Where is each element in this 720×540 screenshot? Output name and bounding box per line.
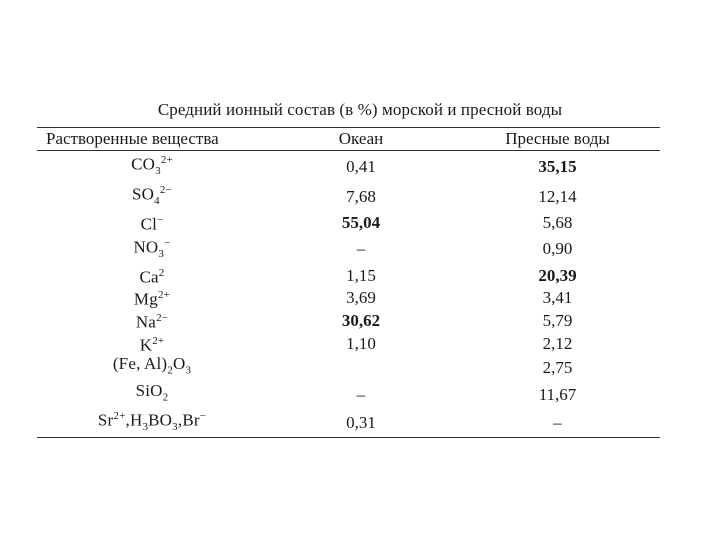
substance-cell bbox=[37, 234, 267, 264]
table-row bbox=[37, 286, 660, 309]
ocean-value: – bbox=[356, 384, 366, 404]
ocean-value bbox=[267, 354, 455, 380]
formula-part: 2− bbox=[156, 312, 169, 325]
fresh-water-value: 12,14 bbox=[538, 186, 577, 206]
ocean-value: 7,68 bbox=[346, 186, 376, 206]
formula-part: 4 bbox=[154, 195, 160, 208]
table-row bbox=[37, 151, 660, 182]
formula-part: 2 bbox=[162, 391, 169, 404]
formula-part: 3 bbox=[142, 421, 149, 434]
substance-cell bbox=[37, 354, 267, 380]
formula-part: 2 bbox=[158, 266, 165, 279]
table-body bbox=[37, 151, 660, 438]
formula-part: 2 bbox=[167, 364, 173, 377]
table-header-row bbox=[37, 128, 660, 151]
formula-part: SiO bbox=[135, 380, 163, 400]
formula-part: Cl bbox=[140, 214, 158, 234]
formula-part: O bbox=[173, 354, 186, 374]
fresh-water-value: – bbox=[553, 412, 562, 432]
formula-part: ,H bbox=[125, 410, 143, 430]
formula-part: − bbox=[164, 236, 171, 249]
fresh-water-value: 0,90 bbox=[542, 239, 573, 259]
fresh-water-value: 5,79 bbox=[542, 310, 573, 330]
table-row bbox=[37, 264, 660, 287]
fresh-water-value: 5,68 bbox=[542, 212, 573, 232]
formula-part: 2− bbox=[159, 184, 172, 197]
header-ocean: Океан bbox=[338, 129, 384, 148]
formula-part: 2+ bbox=[152, 334, 165, 347]
formula-part: (Fe, Al) bbox=[112, 354, 168, 374]
header-fresh-water: Пресные воды bbox=[505, 129, 610, 148]
substance-cell bbox=[37, 309, 267, 332]
fresh-water-value: 20,39 bbox=[538, 265, 577, 285]
substance-cell bbox=[37, 332, 267, 355]
formula-part: 2+ bbox=[113, 410, 126, 423]
substance-cell bbox=[37, 381, 267, 407]
formula-part: SO bbox=[132, 184, 155, 204]
formula-part: − bbox=[157, 214, 164, 227]
formula-part: ,Br bbox=[177, 410, 200, 430]
table-title: Средний ионный состав (в %) морской и пресной воды bbox=[157, 100, 563, 119]
ocean-value: – bbox=[356, 239, 366, 259]
formula-part: 2+ bbox=[157, 289, 171, 302]
formula-part: NO bbox=[133, 237, 159, 257]
formula-part: K bbox=[139, 335, 153, 355]
table-row bbox=[37, 381, 660, 407]
formula-part: − bbox=[199, 410, 207, 423]
table-row bbox=[37, 234, 660, 264]
substance-cell bbox=[37, 211, 267, 234]
formula-part: Mg bbox=[133, 290, 158, 310]
substance-cell bbox=[37, 181, 267, 211]
ocean-value: 1,15 bbox=[346, 265, 376, 285]
substance-cell bbox=[37, 151, 267, 182]
fresh-water-value: 11,67 bbox=[538, 384, 577, 404]
table-row bbox=[37, 332, 660, 355]
substance-cell bbox=[37, 286, 267, 309]
table-row bbox=[37, 407, 660, 438]
table-row bbox=[37, 354, 660, 380]
formula-part: 3 bbox=[158, 247, 165, 260]
table-row bbox=[37, 211, 660, 234]
substance-cell bbox=[37, 407, 267, 438]
fresh-water-value: 35,15 bbox=[538, 156, 577, 176]
ocean-value: 3,69 bbox=[346, 288, 376, 308]
formula-part: 2+ bbox=[160, 154, 173, 166]
ocean-value: 1,10 bbox=[346, 333, 376, 353]
substance-cell bbox=[37, 264, 267, 287]
formula-part: 3 bbox=[155, 165, 161, 178]
table-row bbox=[37, 181, 660, 211]
ocean-value: 0,41 bbox=[346, 156, 376, 176]
formula-part: 3 bbox=[172, 421, 178, 434]
table-row bbox=[37, 309, 660, 332]
ocean-value: 30,62 bbox=[341, 310, 381, 330]
formula-part: CO bbox=[131, 154, 156, 174]
ion-composition-table bbox=[37, 127, 660, 438]
formula-part: Sr bbox=[97, 410, 114, 430]
ocean-value: 55,04 bbox=[341, 212, 381, 232]
formula-part: Ca bbox=[139, 267, 159, 287]
ocean-value: 0,31 bbox=[346, 412, 376, 432]
formula-part: 3 bbox=[185, 364, 192, 377]
fresh-water-value: 2,12 bbox=[542, 333, 573, 353]
header-substances: Растворенные вещества bbox=[46, 129, 219, 148]
formula-part: Na bbox=[135, 312, 157, 332]
formula-part: BO bbox=[148, 410, 173, 430]
fresh-water-value: 2,75 bbox=[542, 358, 573, 378]
fresh-water-value: 3,41 bbox=[542, 288, 573, 308]
